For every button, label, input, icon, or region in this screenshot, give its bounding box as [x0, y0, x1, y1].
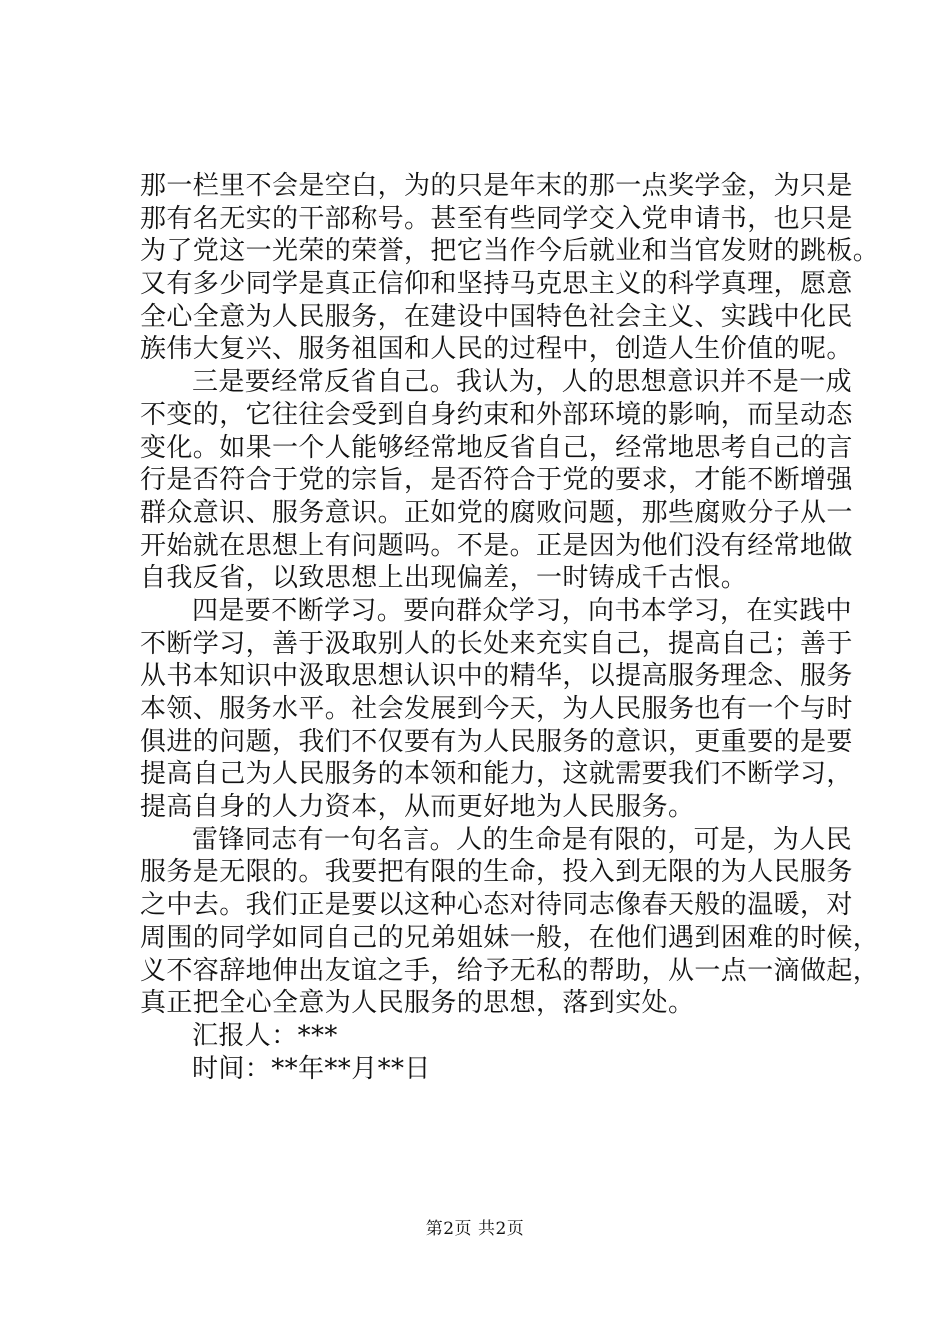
text-line: 之中去。我们正是要以这种心态对待同志像春天般的温暖，对 — [140, 890, 853, 921]
text-line: 自我反省，以致思想上出现偏差，一时铸成千古恨。 — [140, 563, 748, 594]
text-line: 为了党这一光荣的荣誉，把它当作今后就业和当官发财的跳板。 — [140, 236, 880, 267]
document-body — [140, 170, 880, 1085]
text-line: 汇报人：*** — [192, 1020, 338, 1051]
text-line: 开始就在思想上有问题吗。不是。正是因为他们没有经常地做 — [140, 530, 853, 561]
text-line: 雷锋同志有一句名言。人的生命是有限的，可是，为人民 — [192, 824, 853, 855]
page-footer: 第2页 共2页 — [425, 1219, 525, 1239]
text-line: 周围的同学如同自己的兄弟姐妹一般，在他们遇到困难的时候， — [140, 922, 880, 953]
text-line: 不断学习，善于汲取别人的长处来充实自己，提高自己；善于 — [140, 628, 853, 659]
text-line: 又有多少同学是真正信仰和坚持马克思主义的科学真理，愿意 — [140, 269, 853, 300]
text-line: 行是否符合于党的宗旨，是否符合于党的要求，才能不断增强 — [140, 465, 853, 496]
text-line: 不变的，它往往会受到自身约束和外部环境的影响，而呈动态 — [140, 399, 853, 430]
text-line: 提高自身的人力资本，从而更好地为人民服务。 — [140, 792, 695, 823]
text-line: 俱进的问题，我们不仅要有为人民服务的意识，更重要的是要 — [140, 726, 853, 757]
text-line: 真正把全心全意为人民服务的思想，落到实处。 — [140, 988, 695, 1019]
text-line: 群众意识、服务意识。正如党的腐败问题，那些腐败分子从一 — [140, 497, 853, 528]
text-line: 时间：**年**月**日 — [192, 1053, 431, 1084]
text-line: 服务是无限的。我要把有限的生命，投入到无限的为人民服务 — [140, 857, 853, 888]
text-line: 全心全意为人民服务，在建设中国特色社会主义、实践中化民 — [140, 301, 853, 332]
text-line: 变化。如果一个人能够经常地反省自己，经常地思考自己的言 — [140, 432, 853, 463]
text-line: 族伟大复兴、服务祖国和人民的过程中，创造人生价值的呢。 — [140, 334, 853, 365]
text-line: 四是要不断学习。要向群众学习，向书本学习，在实践中 — [192, 595, 853, 626]
text-line: 本领、服务水平。社会发展到今天，为人民服务也有一个与时 — [140, 694, 853, 724]
text-line: 提高自己为人民服务的本领和能力，这就需要我们不断学习， — [140, 759, 853, 790]
text-line: 三是要经常反省自己。我认为，人的思想意识并不是一成 — [192, 367, 853, 398]
text-line: 从书本知识中汲取思想认识中的精华，以提高服务理念、服务 — [140, 661, 853, 692]
text-line: 那有名无实的干部称号。甚至有些同学交入党申请书，也只是 — [140, 203, 853, 234]
text-line: 义不容辞地伸出友谊之手，给予无私的帮助，从一点一滴做起， — [140, 955, 880, 986]
text-line: 那一栏里不会是空白，为的只是年末的那一点奖学金，为只是 — [140, 171, 853, 201]
